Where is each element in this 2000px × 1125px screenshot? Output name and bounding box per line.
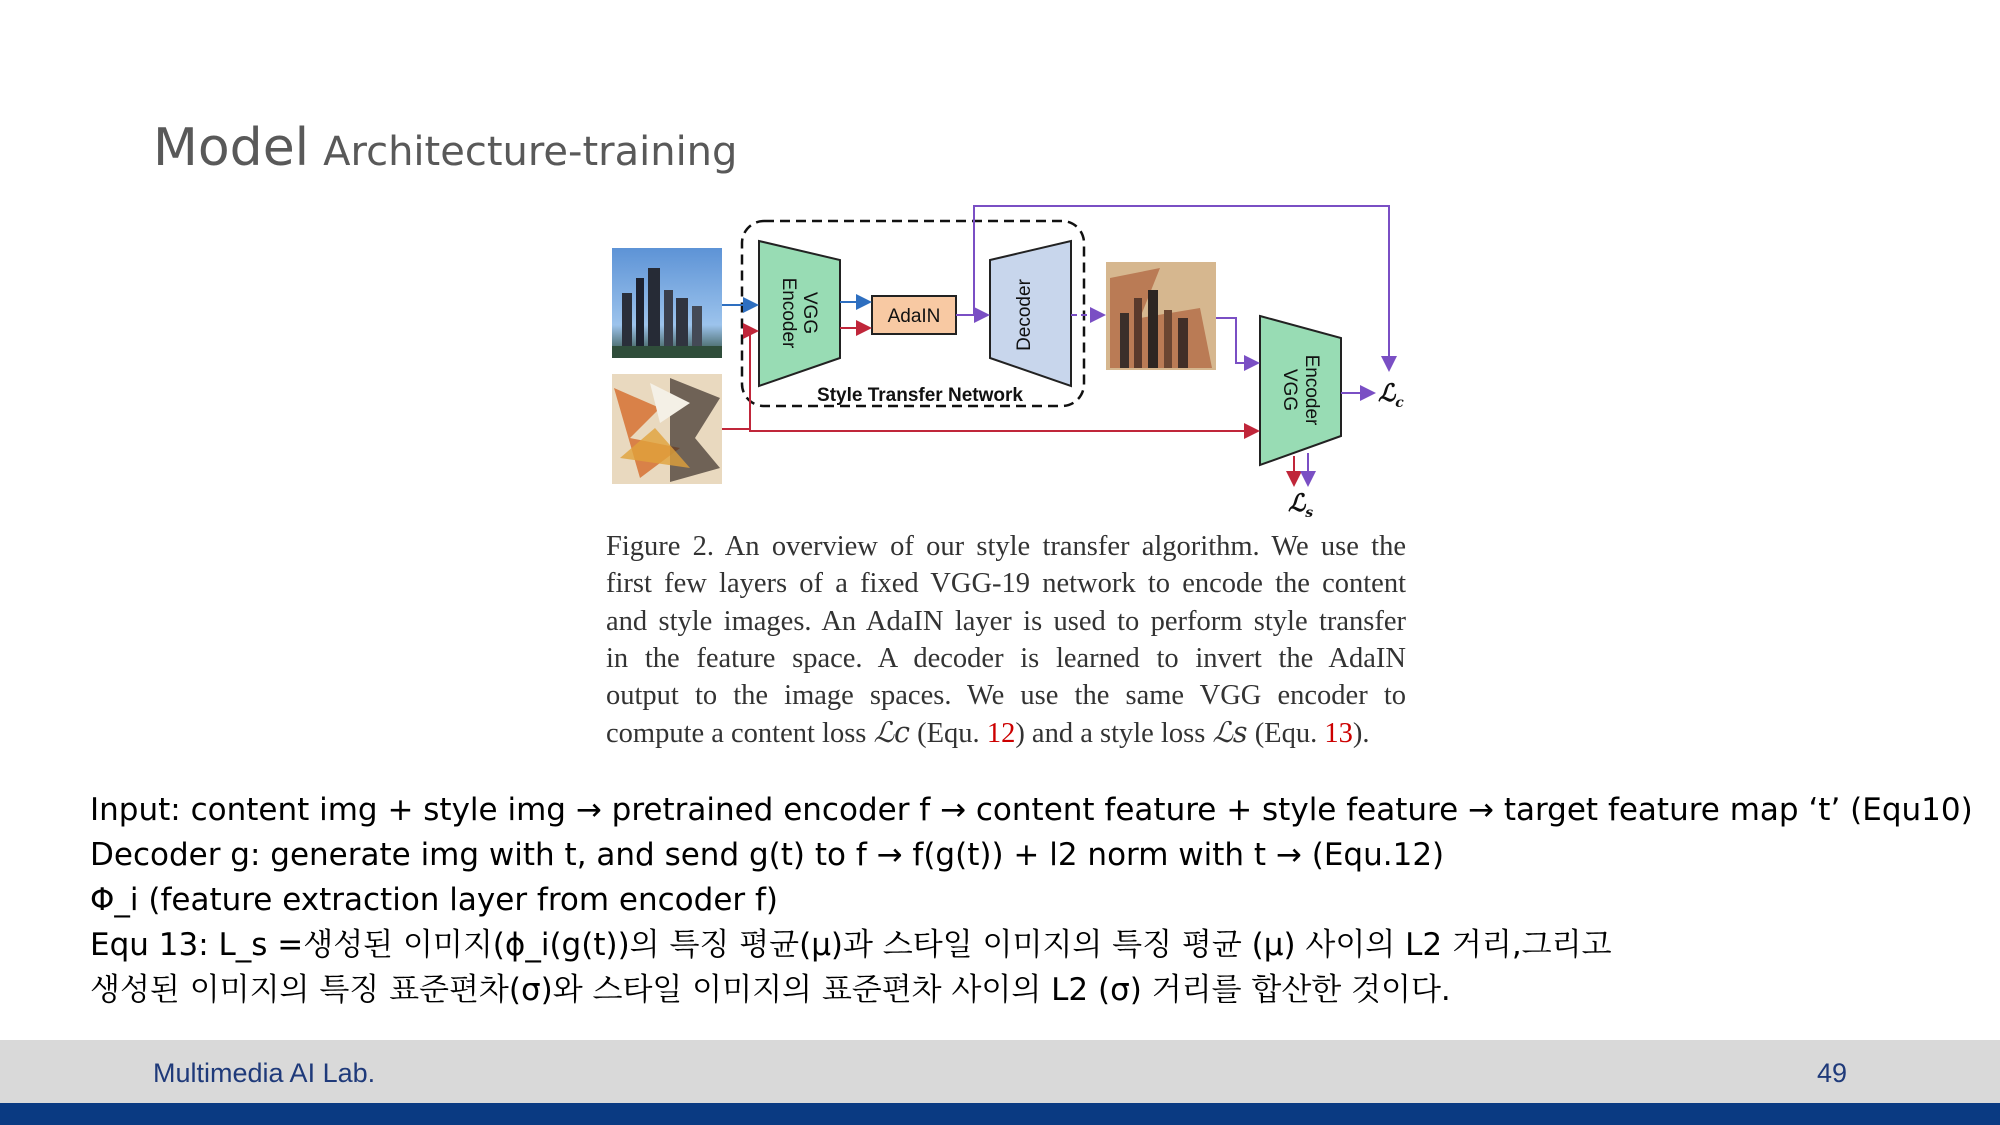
caption-line: and style images. An AdaIN layer is used to perform style transfer — [606, 605, 1406, 637]
body-line-input: Input: content img + style img → pretrained encoder f → content feature + style feature → target feature map ‘t’ (Equ10) — [90, 792, 1973, 828]
title-main: Model — [153, 118, 310, 178]
slide-title — [153, 118, 737, 178]
body-line-equ13-cont: 생성된 이미지의 특징 표준편차(σ)와 스타일 이미지의 표준편차 사이의 L2 (σ) 거리를 합산한 것이다. — [90, 972, 1451, 1008]
loss-c-label: ℒ$_c$ — [1378, 378, 1404, 411]
body-line-phi: Φ_i (feature extraction layer from encoder f) — [90, 882, 778, 918]
caption-line: Figure 2. An overview of our style transfer algorithm. We use the — [606, 531, 1406, 562]
svg-text:Decoder: Decoder — [1014, 279, 1035, 351]
adain-block — [872, 296, 956, 334]
lab-name: Multimedia AI Lab. — [153, 1058, 376, 1088]
architecture-figure — [600, 198, 1420, 523]
svg-text:AdaIN: AdaIN — [887, 306, 941, 327]
loss-s-label: ℒ$_s$ — [1288, 488, 1314, 521]
caption-line: compute a content loss ℒc (Equ. 12) and a style loss ℒs (Equ. 13). — [606, 716, 1370, 750]
caption-line: first few layers of a fixed VGG-19 network to encode the content — [606, 568, 1406, 600]
svg-text:Encoder: Encoder — [1301, 354, 1322, 426]
content-image — [612, 248, 722, 358]
page-number: 49 — [1816, 1058, 1847, 1088]
network-label: Style Transfer Network — [817, 385, 1023, 406]
body-line-decoder: Decoder g: generate img with t, and send g(t) to f → f(g(t)) + l2 norm with t → (Equ.12) — [90, 837, 1445, 873]
figure-caption — [606, 528, 1406, 753]
vgg-encoder-2 — [1260, 316, 1341, 465]
vgg-encoder-1 — [759, 241, 840, 386]
footer-bar — [0, 1103, 2000, 1125]
style-image — [612, 374, 722, 484]
svg-text:VGG: VGG — [799, 291, 820, 335]
output-image — [1106, 262, 1216, 370]
decoder-block — [990, 241, 1071, 386]
title-sub: Architecture-training — [323, 129, 738, 175]
body-line-equ13: Equ 13: L_s =생성된 이미지(ϕ_i(g(t))의 특징 평균(μ)과 스타일 이미지의 특징 평균 (μ) 사이의 L2 거리,그리고 — [90, 927, 1612, 963]
caption-line: output to the image spaces. We use the same VGG encoder to — [606, 680, 1406, 712]
caption-line: in the feature space. A decoder is learned to invert the AdaIN — [606, 642, 1406, 674]
svg-text:VGG: VGG — [1279, 368, 1300, 412]
slide-body — [90, 788, 1973, 1013]
svg-text:Encoder: Encoder — [778, 277, 799, 349]
